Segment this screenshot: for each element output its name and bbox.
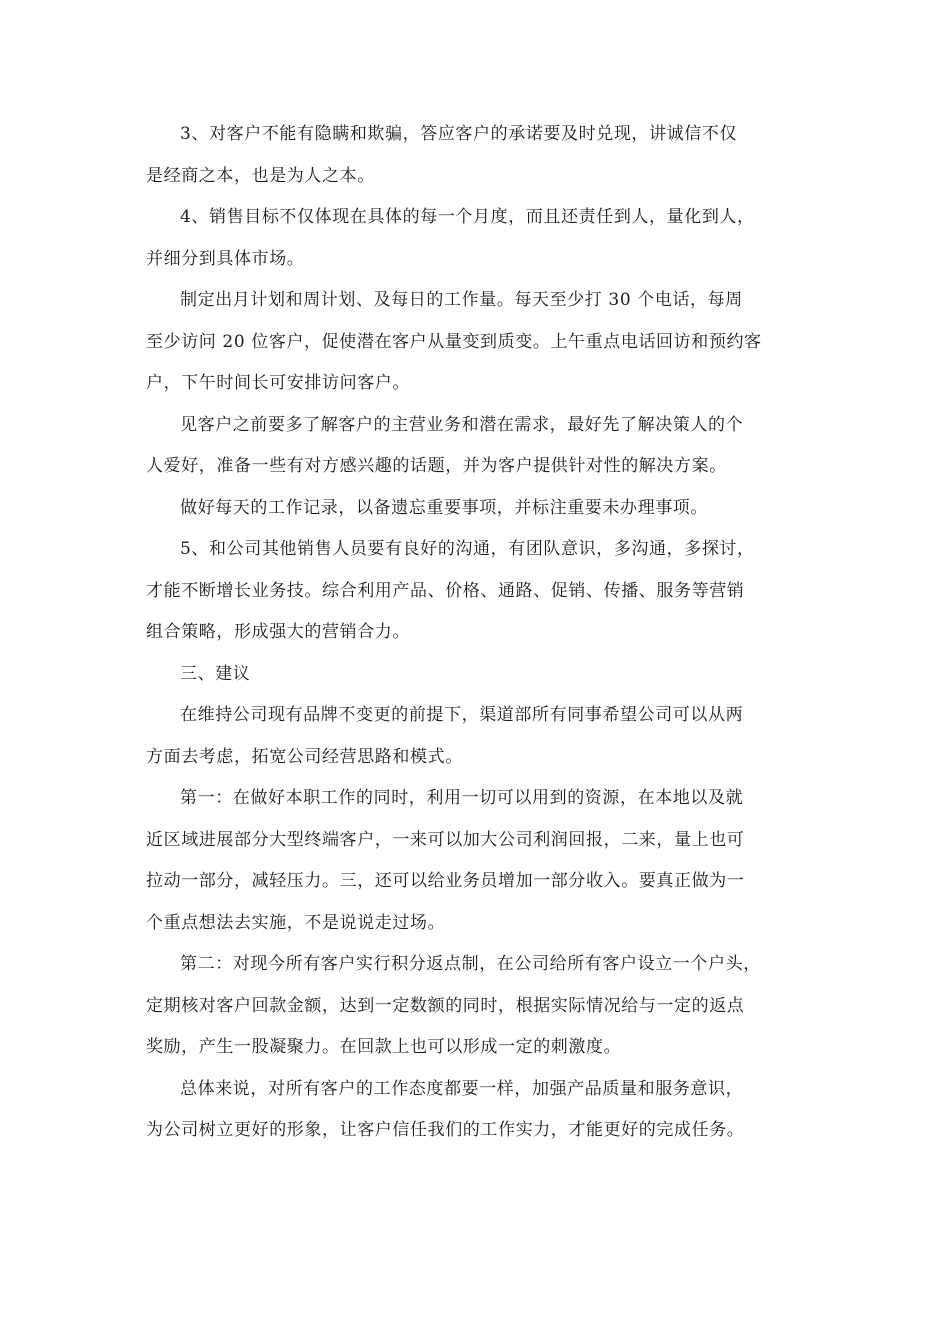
paragraph-line: 并细分到具体市场。 xyxy=(146,248,305,269)
section-heading-suggestions xyxy=(146,654,806,696)
paragraph-line: 总体来说，对所有客户的工作态度都要一样，加强产品质量和服务意识， xyxy=(180,1078,744,1099)
paragraph-6 xyxy=(146,529,806,654)
paragraph-line: 第二：对现今所有客户实行积分返点制，在公司给所有客户设立一个户头， xyxy=(180,954,761,974)
paragraph-line: 是经商之本，也是为人之本。 xyxy=(146,165,375,186)
paragraph-line: 户，下午时间长可安排访问客户。 xyxy=(146,373,410,393)
paragraph-line: 5、和公司其他销售人员要有良好的沟通，有团队意识，多沟通，多探讨， xyxy=(180,539,755,559)
paragraph-line: 拉动一部分，减轻压力。三，还可以给业务员增加一部分收入。要真正做为一 xyxy=(146,871,745,891)
paragraph-5 xyxy=(146,488,806,530)
paragraph-line: 在维持公司现有品牌不变更的前提下，渠道部所有同事希望公司可以从两 xyxy=(180,705,744,725)
paragraph-line: 才能不断增长业务技。综合利用产品、价格、通路、促销、传播、服务等营销 xyxy=(146,580,745,601)
paragraph-line: 制定出月计划和周计划、及每日的工作量。每天至少打 30 个电话，每周 xyxy=(180,290,743,310)
paragraph-line: 定期核对客户回款金额，达到一定数额的同时，根据实际情况给与一定的返点 xyxy=(146,995,745,1016)
paragraph-1 xyxy=(146,114,806,197)
paragraph-line: 见客户之前要多了解客户的主营业务和潜在需求，最好先了解决策人的个 xyxy=(180,414,744,435)
paragraph-line: 奖励，产生一股凝聚力。在回款上也可以形成一定的刺激度。 xyxy=(146,1037,622,1057)
paragraph-line: 方面去考虑，拓宽公司经营思路和模式。 xyxy=(146,746,463,767)
document-body xyxy=(146,114,806,1152)
paragraph-line: 第一：在做好本职工作的同时，利用一切可以用到的资源，在本地以及就 xyxy=(180,788,744,808)
paragraph-11 xyxy=(146,1069,806,1152)
paragraph-8 xyxy=(146,695,806,778)
paragraph-line: 近区域进展部分大型终端客户，一来可以加大公司利润回报，二来，量上也可 xyxy=(146,829,745,850)
paragraph-10 xyxy=(146,944,806,1069)
paragraph-line: 人爱好，准备一些有对方感兴趣的话题，并为客户提供针对性的解决方案。 xyxy=(146,456,727,476)
paragraph-line: 3、对客户不能有隐瞒和欺骗，答应客户的承诺要及时兑现，讲诚信不仅 xyxy=(180,124,738,144)
paragraph-9 xyxy=(146,778,806,944)
paragraph-line: 个重点想法去实施，不是说说走过场。 xyxy=(146,912,446,933)
paragraph-line: 组合策略，形成强大的营销合力。 xyxy=(146,622,410,642)
paragraph-2 xyxy=(146,197,806,280)
paragraph-line: 至少访问 20 位客户，促使潜在客户从量变到质变。上午重点电话回访和预约客 xyxy=(146,331,762,352)
paragraph-3 xyxy=(146,280,806,405)
paragraph-line: 为公司树立更好的形象，让客户信任我们的工作实力，才能更好的完成任务。 xyxy=(146,1120,745,1140)
paragraph-4 xyxy=(146,405,806,488)
paragraph-line: 三、建议 xyxy=(180,663,251,684)
paragraph-line: 4、销售目标不仅体现在具体的每一个月度，而且还责任到人，量化到人， xyxy=(180,207,755,227)
paragraph-line: 做好每天的工作记录，以备遗忘重要事项，并标注重要未办理事项。 xyxy=(180,497,708,518)
